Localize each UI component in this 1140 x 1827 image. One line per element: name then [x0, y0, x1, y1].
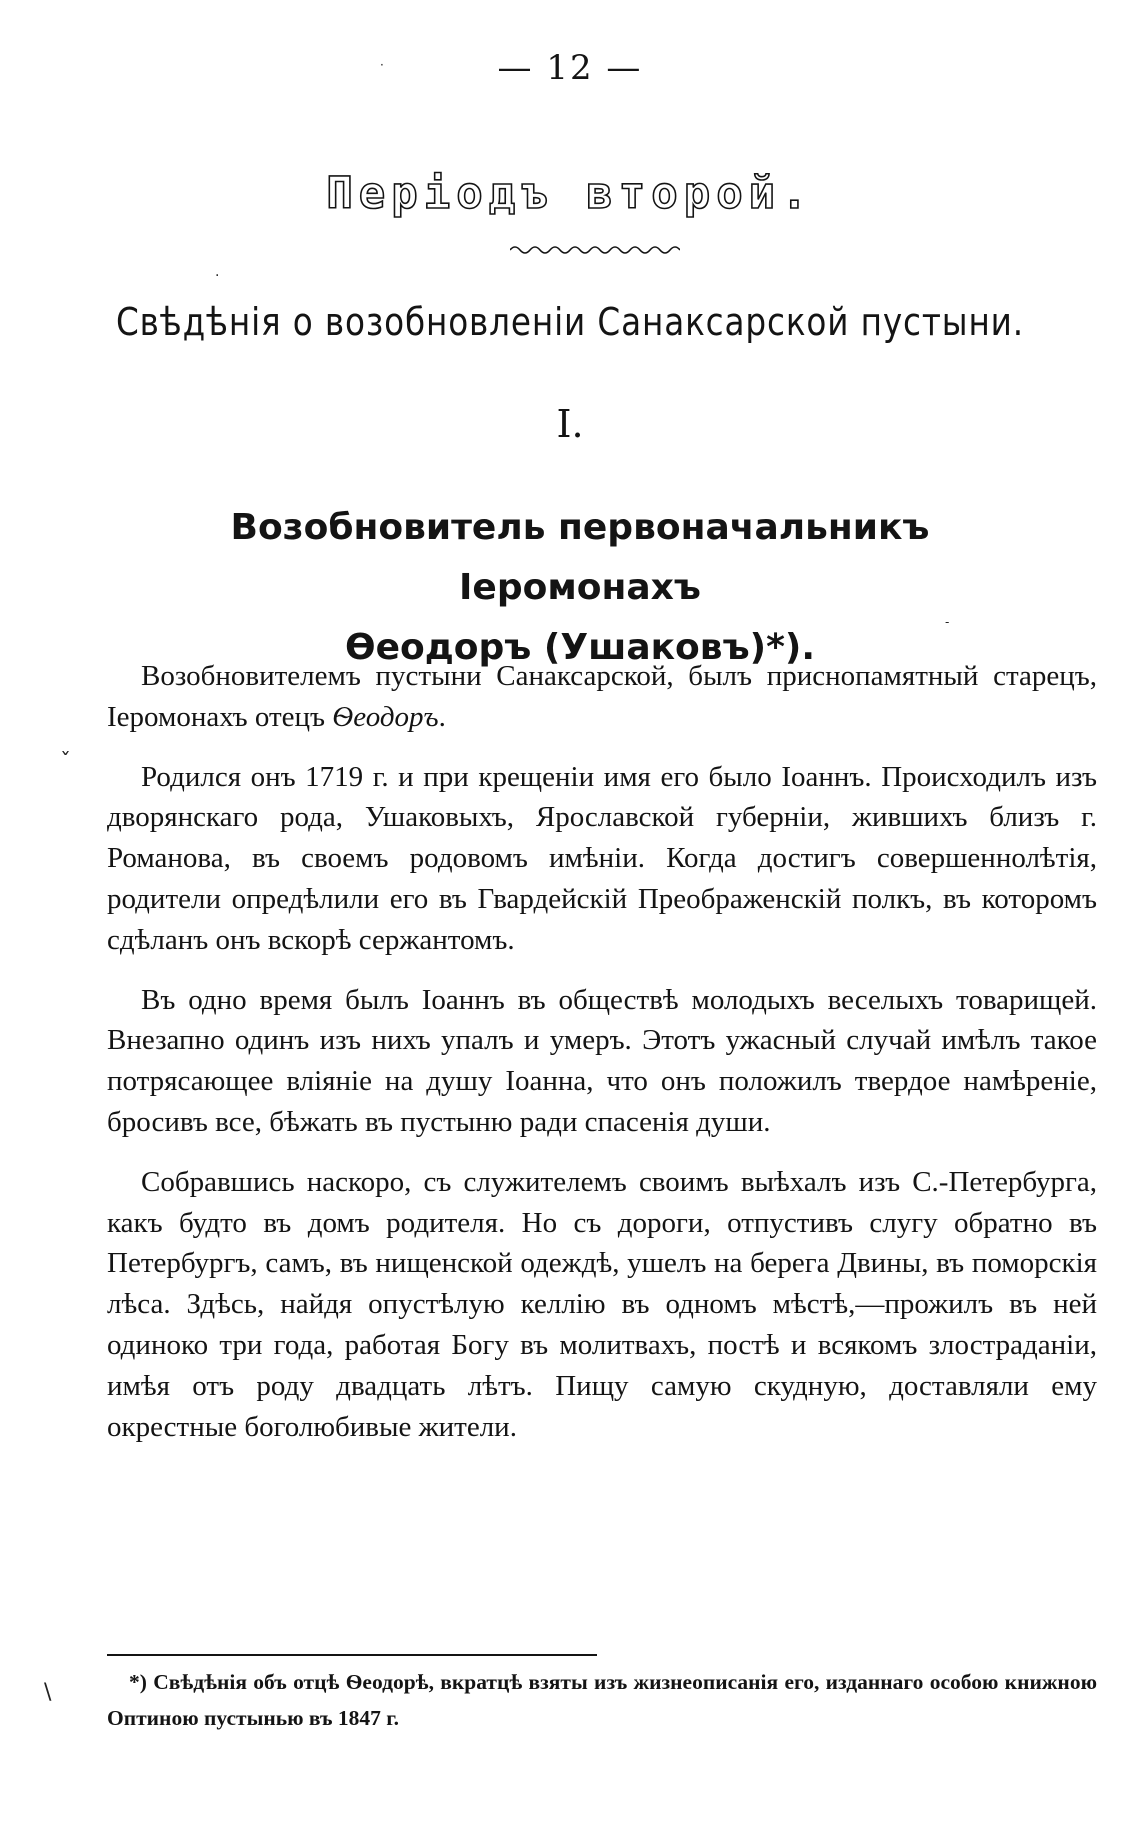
wavy-ornament	[510, 244, 680, 256]
heading-line-1: Возобновитель первоначальникъ Іеромонахъ	[230, 507, 930, 608]
margin-mark: ·	[215, 268, 220, 284]
margin-mark: ˇ	[60, 750, 71, 775]
heading-line-2: Ѳеодоръ (Ушаковъ)*).	[344, 627, 816, 668]
margin-mark: -	[945, 615, 950, 629]
section-number: I.	[556, 402, 584, 446]
emphasis: Ѳеодоръ	[332, 700, 439, 733]
period-title: Періодъ второй.	[326, 168, 814, 219]
paragraph: Родился онъ 1719 г. и при крещеніи имя его было Іоаннъ. Происходилъ изъ дворянскаго рода, Ушаковыхъ, Ярославской губерніи, жившихъ близъ г. Романова, въ своемъ родовомъ имѣніи. Когда достигъ совершеннолѣтія, родители опредѣлили его въ Гвардейскій Преображенскій полкъ, въ которомъ сдѣланъ онъ вскорѣ сержантомъ.	[107, 760, 1097, 956]
chapter-heading	[105, 498, 1055, 678]
body-text	[107, 656, 1097, 1447]
margin-mark: \	[44, 1680, 52, 1705]
footnote: *) Свѣдѣнія объ отцѣ Ѳеодорѣ, вкратцѣ взяты изъ жизнеописанія его, изданнаго особою книжною Оптиною пустынью въ 1847 г.	[107, 1670, 1097, 1730]
paragraph: Въ одно время былъ Іоаннъ въ обществѣ молодыхъ веселыхъ товарищей. Внезапно одинъ изъ нихъ упалъ и умеръ. Этотъ ужасный случай имѣлъ такое потрясающее вліяніе на душу Іоанна, что онъ положилъ твердое намѣреніе, бросивъ все, бѣжать въ пустыню ради спасенія души.	[107, 983, 1097, 1138]
margin-mark: ·	[380, 58, 384, 72]
paragraph: Возобновителемъ пустыни Санаксарской, былъ приснопамятный старецъ, Іеромонахъ отецъ Ѳеодоръ.	[107, 660, 1097, 733]
paragraph: Собравшись наскоро, съ служителемъ своимъ выѣхалъ изъ С.-Петербурга, какъ будто въ домъ родителя. Но съ дороги, отпустивъ слугу обратно въ Петербургъ, самъ, въ нищенской одеждѣ, ушелъ на берега Двины, въ поморскія лѣса. Здѣсь, найдя опустѣлую келлію въ одномъ мѣстѣ,—прожилъ въ ней одиноко три года, работая Богу въ молитвахъ, постѣ и всякомъ злостраданіи, имѣя отъ роду двадцать лѣтъ. Пищу самую скудную, доставляли ему окрестные боголюбивые жители.	[107, 1165, 1097, 1443]
subtitle: Свѣдѣнія о возобновленіи Санаксарской пустыни.	[115, 300, 1025, 344]
footnote-divider	[107, 1654, 597, 1656]
page-number: — 12 —	[497, 48, 643, 88]
